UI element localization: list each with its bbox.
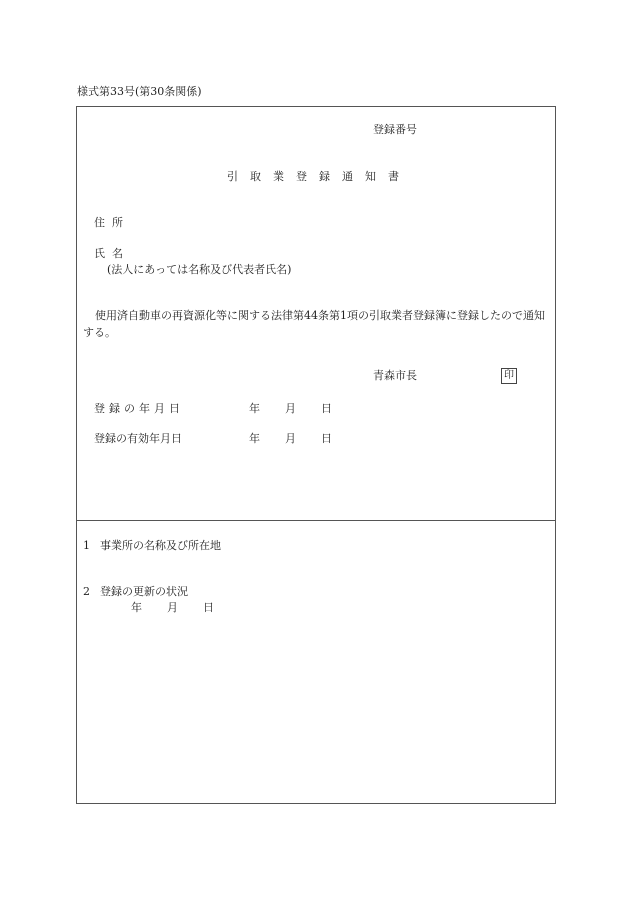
form-number-label: 様式第33号(第30条関係) [77,85,202,98]
renewal-month-label: 月 [167,601,178,614]
notice-body-text: 使用済自動車の再資源化等に関する法律第44条第1項の引取業者登録簿に登録したので通知する。 [83,309,545,339]
issuer-mayor: 青森市長 [373,369,417,382]
note-item-2-number: 2 [83,585,90,598]
form-frame [76,106,556,804]
registration-month-label: 月 [285,402,296,415]
registration-number-label: 登録番号 [373,123,417,136]
registration-day-label: 日 [321,402,332,415]
name-note: (法人にあっては名称及び代表者氏名) [107,263,292,276]
valid-until-label: 登録の有効年月日 [94,432,182,445]
name-label: 氏名 [94,247,130,260]
document-title: 引取業登録通知書 [227,170,411,183]
renewal-day-label: 日 [203,601,214,614]
note-item-2-text: 登録の更新の状況 [100,585,188,598]
address-label: 住所 [94,216,130,229]
registration-year-label: 年 [249,402,260,415]
registration-date-label: 登録の年月日 [94,402,184,415]
seal-mark: 印 [501,368,517,384]
note-item-1-text: 事業所の名称及び所在地 [100,539,221,552]
renewal-year-label: 年 [131,601,142,614]
valid-month-label: 月 [285,432,296,445]
valid-day-label: 日 [321,432,332,445]
section-divider [77,520,555,521]
valid-year-label: 年 [249,432,260,445]
note-item-1-number: 1 [83,539,90,552]
